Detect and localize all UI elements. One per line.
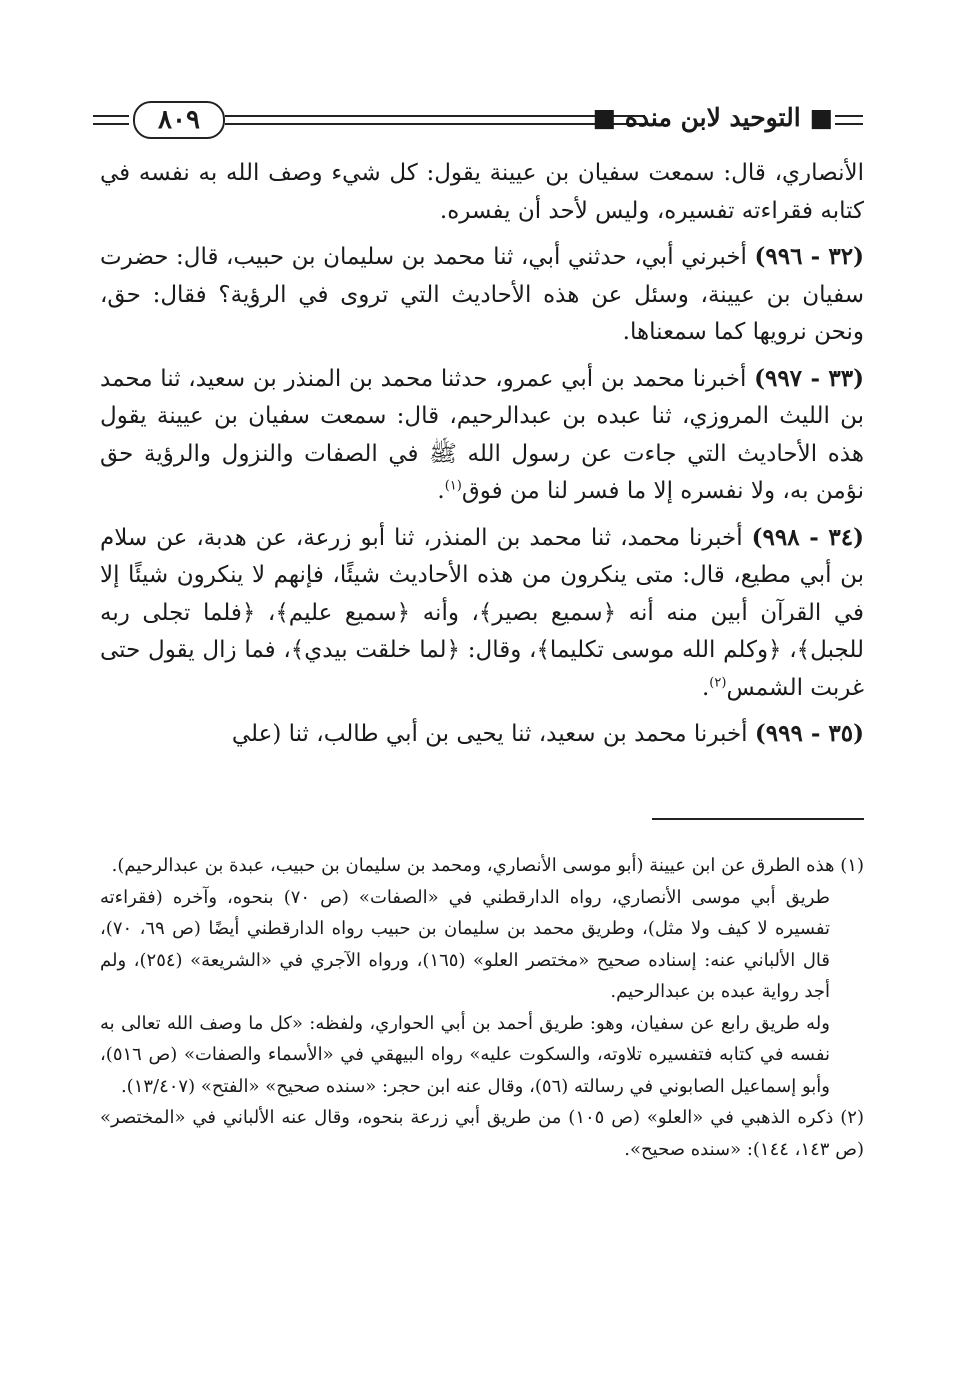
header-rule-left [93, 115, 129, 125]
hadith-number: (٣٣ - ٩٩٧) [754, 364, 865, 392]
footnote-separator [652, 818, 864, 820]
footnote-text: ذكره الذهبي في «العلو» (ص ١٠٥) من طريق أبي زرعة بنحوه، وقال عنه الألباني في «المختصر» (ص ١٤٣، ١٤٤): «سنده صحيح». [100, 1107, 864, 1160]
footnote-ref-2[interactable]: (٢) [709, 674, 727, 690]
footnotes [100, 850, 864, 1165]
hadith-999 [100, 715, 864, 754]
paragraph-text: الأنصاري، قال: سمعت سفيان بن عيينة يقول: كل شيء وصف الله به نفسه في كتابه فقراءته تفسيره، وليس لأحد أن يفسره. [100, 160, 864, 224]
hadith-996 [100, 238, 864, 352]
header-rule-middle [225, 115, 645, 125]
footnote-ref-1[interactable]: (١) [444, 478, 462, 494]
footnote-marker: (٢) [840, 1107, 864, 1128]
hadith-end: . [701, 674, 710, 701]
running-title: ■ التوحيد لابن منده ■ [592, 103, 833, 132]
hadith-997 [100, 360, 864, 511]
footnote-1 [100, 850, 864, 882]
footnote-1-part-3: وله طريق رابع عن سفيان، وهو: طريق أحمد بن أبي الحواري، ولفظه: «كل ما وصف الله تعالى به نفسه في كتابه فتفسيره تلاوته، والسكوت عليه» رواه البيهقي في «الأسماء والصفات» (ص ٥١٦)، وأبو إسماعيل الصابوني في رسالته (٥٦)، وقال عنه ابن حجر: «سنده صحيح» «الفتح» (١٣/٤٠٧). [100, 1012, 830, 1097]
page-number: ٨٠٩ [133, 101, 225, 139]
footnote-text: هذه الطرق عن ابن عيينة (أبو موسى الأنصاري، ومحمد بن سليمان بن حبيب، عبدة بن عبدالرحيم). [111, 855, 835, 876]
hadith-text: أخبرنا محمد بن سعيد، ثنا يحيى بن أبي طالب، ثنا (علي [231, 721, 748, 747]
footnote-marker: (١) [840, 855, 864, 876]
hadith-text: أخبرني أبي، حدثني أبي، ثنا محمد بن سليمان بن حبيب، قال: حضرت سفيان بن عيينة، وسئل عن هذه الأحاديث التي تروى في الرؤية؟ فقال: حق، ونحن نرويها كما سمعناها. [100, 244, 864, 345]
footnote-1-part-2: طريق أبي موسى الأنصاري، رواه الدارقطني في «الصفات» (ص ٧٠) بنحوه، وآخره (فقراءته تفسيره لا كيف ولا مثل)، وطريق محمد بن سليمان بن حبيب رواه الدارقطني أيضًا (ص ٦٩، ٧٠)، قال الألباني عنه: إسناده صحيح «مختصر العلو» (١٦٥)، ورواه الآجري في «الشريعة» (٢٥٤)، ولم أجد رواية عبده بن عبدالرحيم. [100, 886, 830, 1002]
hadith-end: . [437, 478, 445, 504]
hadith-text: أخبرنا محمد، ثنا محمد بن المنذر، ثنا أبو زرعة، عن هدبة، عن سلام بن أبي مطيع، قال: متى ينكرون من هذه الأحاديث شيئًا، فإنهم لا ينكرون شيئًا إلا في القرآن أبين منه أنه ﴿سميع بصير﴾، وأنه ﴿سميع عليم﴾، ﴿فلما تجلى ربه للجبل﴾، ﴿وكلم الله موسى تكليما﴾، وقال: ﴿لما خلقت بيدي﴾، فما زال يقول حتى غربت الشمس [100, 524, 864, 701]
header-rule-right [835, 115, 863, 125]
hadith-number: (٣٤ - ٩٩٨) [751, 523, 865, 551]
hadith-number: (٣٥ - ٩٩٩) [754, 720, 864, 747]
footnote-2 [100, 1102, 864, 1165]
hadith-number: (٣٢ - ٩٩٦) [754, 243, 865, 270]
hadith-text: أخبرنا محمد بن أبي عمرو، حدثنا محمد بن المنذر بن سعيد، ثنا محمد بن الليث المروزي، ثنا عبده بن عبدالرحيم، قال: سمعت سفيان بن عيينة يقول هذه الأحاديث التي جاءت عن رسول الله ﷺ في الصفات والنزول والرؤية حق نؤمن به، ولا نفسره إلا ما فسر لنا من فوق [100, 365, 864, 504]
hadith-998 [100, 519, 864, 708]
paragraph-continuation [100, 155, 864, 230]
page-header [93, 98, 863, 148]
main-text [100, 155, 864, 754]
